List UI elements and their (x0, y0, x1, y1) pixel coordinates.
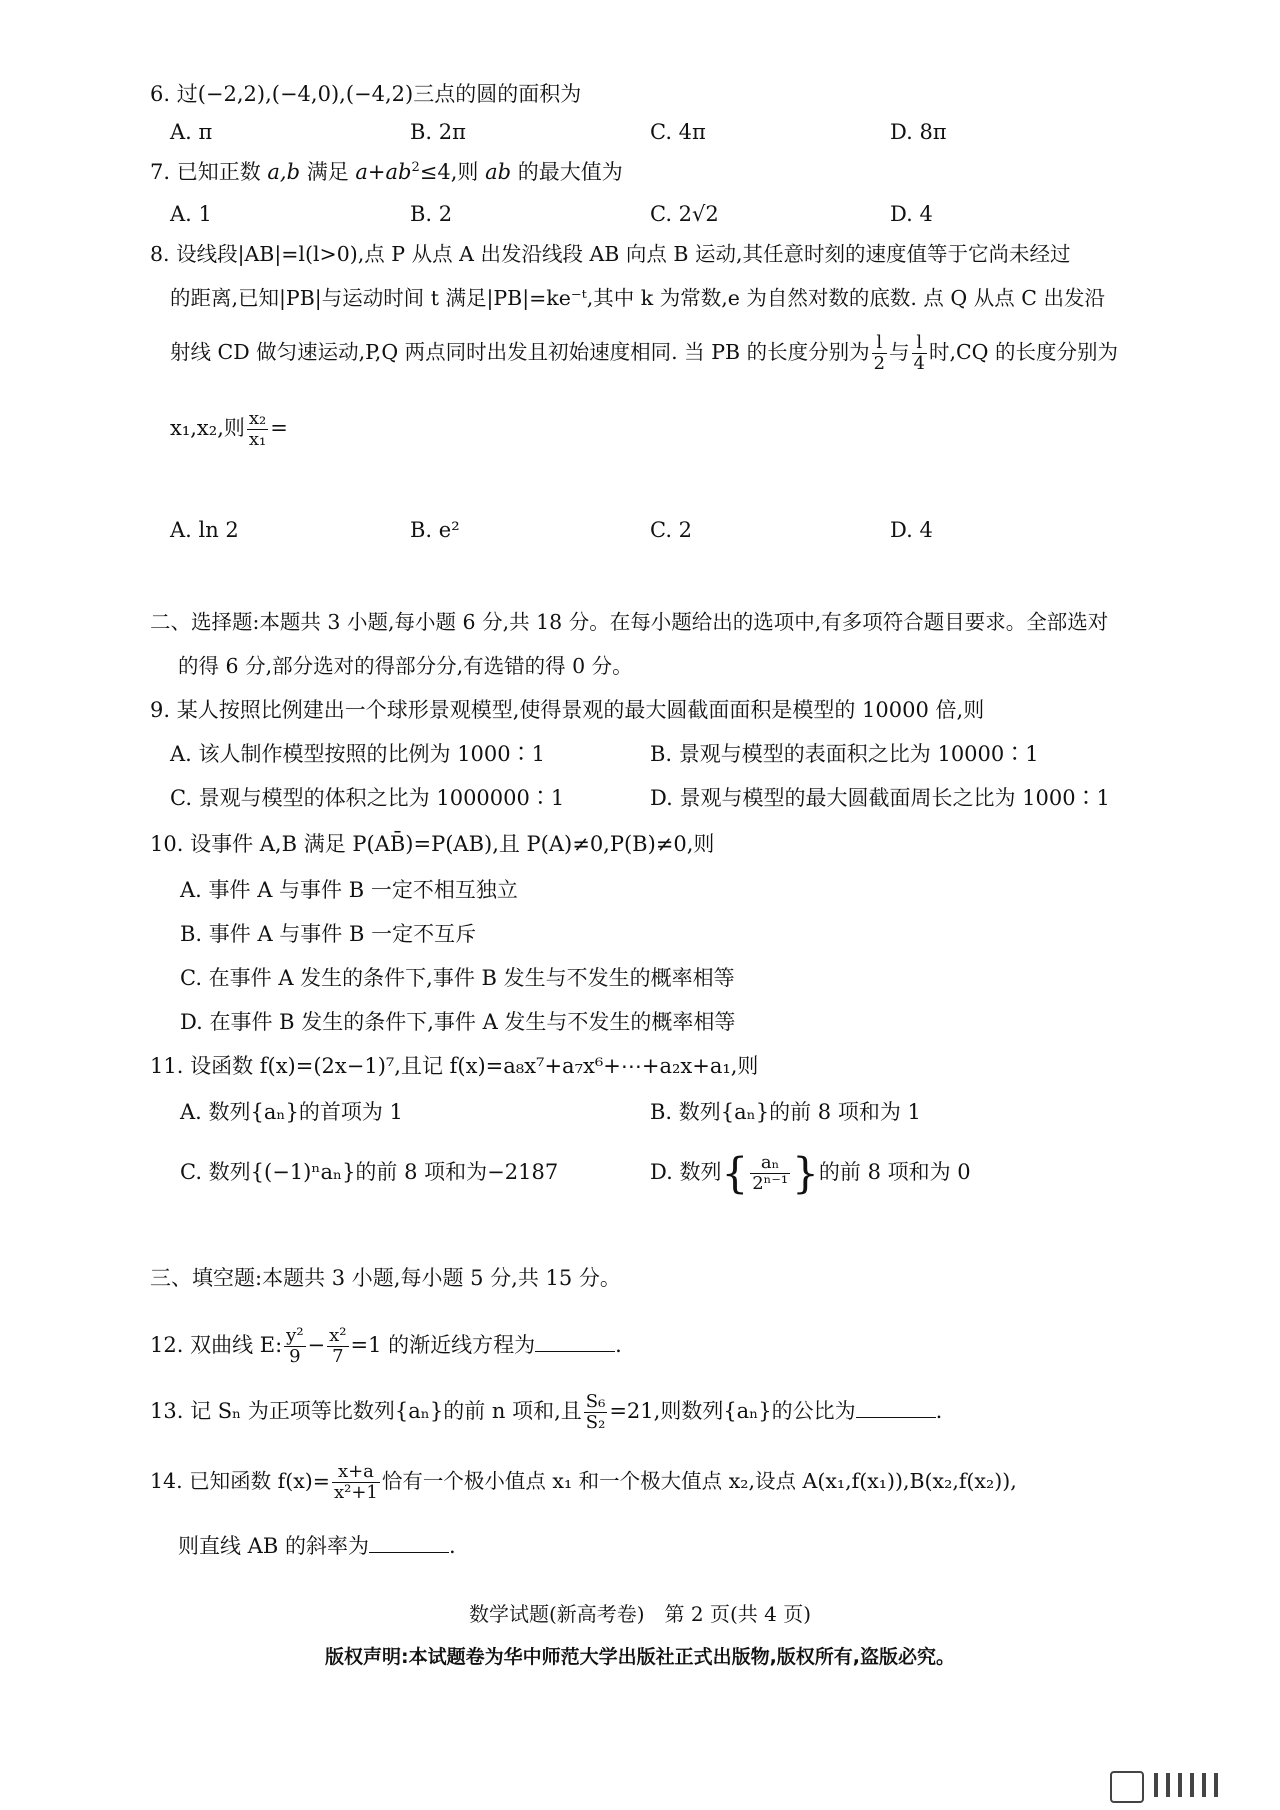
q6-option-a: A. π (170, 120, 213, 144)
q7-option-b: B. 2 (410, 202, 453, 226)
q11-option-c: C. 数列{(−1)ⁿaₙ}的前 8 项和为−2187 (180, 1160, 559, 1184)
toolbar-bar-icon (1178, 1773, 1182, 1797)
q6-option-b: B. 2π (410, 120, 466, 144)
q12-frac-y: $\frac{\text{y²}}{9}$ (286, 1325, 304, 1367)
q8-line3-mid: 与 (889, 340, 910, 364)
toolbar-bar-icon (1202, 1773, 1206, 1797)
copyright-notice: 版权声明:本试题卷为华中师范大学出版社正式出版物,版权所有,盗版必究。 (324, 1646, 956, 1668)
q8-line-1: 8. 设线段|AB|=l(l>0),点 P 从点 A 出发沿线段 AB 向点 B 运动,其任意时刻的速度值等于它尚未经过 (150, 242, 1071, 266)
q14-end: . (448, 1534, 456, 1558)
q7-exp: 2 (411, 160, 420, 175)
page-footer-title: 数学试题(新高考卷) 第 2 页(共 4 页) (468, 1602, 812, 1626)
q8-line-3 (170, 326, 1118, 378)
q14-post: 恰有一个极小值点 x₁ 和一个极大值点 x₂,设点 A(x₁,f(x₁)),B(x₂,f(x₂)), (381, 1469, 1017, 1493)
q8-frac-half: $\frac{l}{2}$ (873, 332, 886, 374)
q11-optd-post: 的前 8 项和为 0 (818, 1160, 971, 1184)
q7-option-d: D. 4 (890, 202, 933, 226)
toolbar-bar-icon (1166, 1773, 1170, 1797)
q13-answer-blank[interactable] (856, 1399, 936, 1418)
q11-option-a: A. 数列{aₙ}的首项为 1 (180, 1100, 403, 1124)
q8-line4-pre: x₁,x₂,则 (170, 416, 245, 440)
q12-minus: − (307, 1333, 326, 1357)
viewer-toolbar[interactable] (1110, 1765, 1260, 1805)
q10-option-b: B. 事件 A 与事件 B 一定不互斥 (180, 922, 477, 946)
q12-post: =1 的渐近线方程为 (350, 1333, 536, 1357)
q13-end: . (935, 1399, 943, 1423)
q12-answer-blank[interactable] (535, 1333, 615, 1352)
q13-stem (150, 1384, 942, 1438)
section3-heading: 三、填空题:本题共 3 小题,每小题 5 分,共 15 分。 (150, 1266, 621, 1290)
q10-option-c: C. 在事件 A 发生的条件下,事件 B 发生与不发生的概率相等 (180, 966, 735, 990)
q8-line-4 (170, 402, 288, 454)
q7-stem-pre: 7. 已知正数 (150, 160, 268, 184)
q11-option-b: B. 数列{aₙ}的前 8 项和为 1 (650, 1100, 921, 1124)
q8-option-c: C. 2 (650, 518, 693, 542)
q7-expr: a+ab (355, 160, 412, 184)
q11-stem: 11. 设函数 f(x)=(2x−1)⁷,且记 f(x)=a₈x⁷+a₇x⁶+⋯+a₂x+a₁,则 (150, 1054, 759, 1078)
q8-line-2: 的距离,已知|PB|与运动时间 t 满足|PB|=ke⁻ᵗ,其中 k 为常数,e 为自然对数的底数. 点 Q 从点 C 出发沿 (170, 286, 1105, 310)
toolbar-box-icon[interactable] (1110, 1771, 1144, 1803)
q12-end: . (615, 1333, 622, 1357)
q7-vars: a,b (267, 160, 301, 184)
q6-option-c: C. 4π (650, 120, 706, 144)
q10-option-d: D. 在事件 B 发生的条件下,事件 A 发生与不发生的概率相等 (180, 1010, 736, 1034)
q8-frac-x2-x1: $\frac{\text{x₂}}{\text{x₁}}$ (248, 408, 267, 450)
q8-option-b: B. e² (410, 518, 460, 542)
q7-stem-post: ≤4,则 (419, 160, 486, 184)
q14-answer-blank[interactable] (369, 1534, 449, 1553)
q14-line2-text: 则直线 AB 的斜率为 (178, 1534, 369, 1558)
q11-option-d (650, 1146, 971, 1198)
q8-line3-pre: 射线 CD 做匀速运动,P,Q 两点同时出发且初始速度相同. 当 PB 的长度分别为 (170, 340, 870, 364)
q7-stem-end: 的最大值为 (511, 160, 623, 184)
q9-option-a: A. 该人制作模型按照的比例为 1000∶1 (170, 742, 545, 766)
q8-option-a: A. ln 2 (170, 518, 239, 542)
q11-optd-frac: $\frac{\text{aₙ}}{\text{2ⁿ⁻¹}}$ (752, 1152, 789, 1194)
q9-option-c: C. 景观与模型的体积之比为 1000000∶1 (170, 786, 565, 810)
q7-option-c: C. 2√2 (650, 202, 719, 226)
q10-stem: 10. 设事件 A,B 满足 P(AB̄)=P(AB),且 P(A)≠0,P(B)≠0,则 (150, 832, 715, 856)
q12-pre: 12. 双曲线 E: (150, 1333, 283, 1357)
q12-stem (150, 1318, 622, 1372)
q8-line3-post: 时,CQ 的长度分别为 (928, 340, 1119, 364)
q14-stem (150, 1454, 1017, 1508)
q13-frac: $\frac{\text{S₆}}{\text{S₂}}$ (585, 1391, 606, 1433)
section2-heading-cont: 的得 6 分,部分选对的得部分分,有选错的得 0 分。 (178, 654, 633, 678)
q11-optd-pre: D. 数列 (650, 1160, 722, 1184)
q7-stem (150, 158, 623, 186)
q10-option-a: A. 事件 A 与事件 B 一定不相互独立 (180, 878, 518, 902)
q8-frac-quarter: $\frac{l}{4}$ (913, 332, 925, 374)
toolbar-bar-icon (1214, 1773, 1218, 1797)
q9-option-b: B. 景观与模型的表面积之比为 10000∶1 (650, 742, 1039, 766)
q9-option-d: D. 景观与模型的最大圆截面周长之比为 1000∶1 (650, 786, 1110, 810)
q14-frac: $\frac{x+a}{\text{x²+1}}$ (333, 1461, 378, 1503)
right-brace-glyph: } (792, 1148, 819, 1198)
q8-line4-post: = (270, 416, 288, 440)
q14-line-2 (178, 1532, 456, 1560)
q7-ab: ab (485, 160, 512, 184)
q7-stem-mid: 满足 (300, 160, 356, 184)
left-brace-glyph: { (721, 1148, 749, 1198)
q6-stem: 6. 过(−2,2),(−4,0),(−4,2)三点的圆的面积为 (150, 82, 582, 106)
q7-option-a: A. 1 (170, 202, 212, 226)
q12-frac-x: $\frac{\text{x²}}{7}$ (329, 1325, 347, 1367)
q8-option-d: D. 4 (890, 518, 933, 542)
q13-pre: 13. 记 Sₙ 为正项等比数列{aₙ}的前 n 项和,且 (150, 1399, 582, 1423)
q14-pre: 14. 已知函数 f(x)= (150, 1469, 330, 1493)
q6-option-d: D. 8π (890, 120, 947, 144)
q13-post: =21,则数列{aₙ}的公比为 (609, 1399, 856, 1423)
toolbar-bar-icon (1154, 1773, 1158, 1797)
section2-heading: 二、选择题:本题共 3 小题,每小题 6 分,共 18 分。在每小题给出的选项中,有多项符合题目要求。全部选对 (150, 610, 1109, 634)
toolbar-bar-icon (1190, 1773, 1194, 1797)
q9-stem: 9. 某人按照比例建出一个球形景观模型,使得景观的最大圆截面面积是模型的 10000 倍,则 (150, 698, 985, 722)
